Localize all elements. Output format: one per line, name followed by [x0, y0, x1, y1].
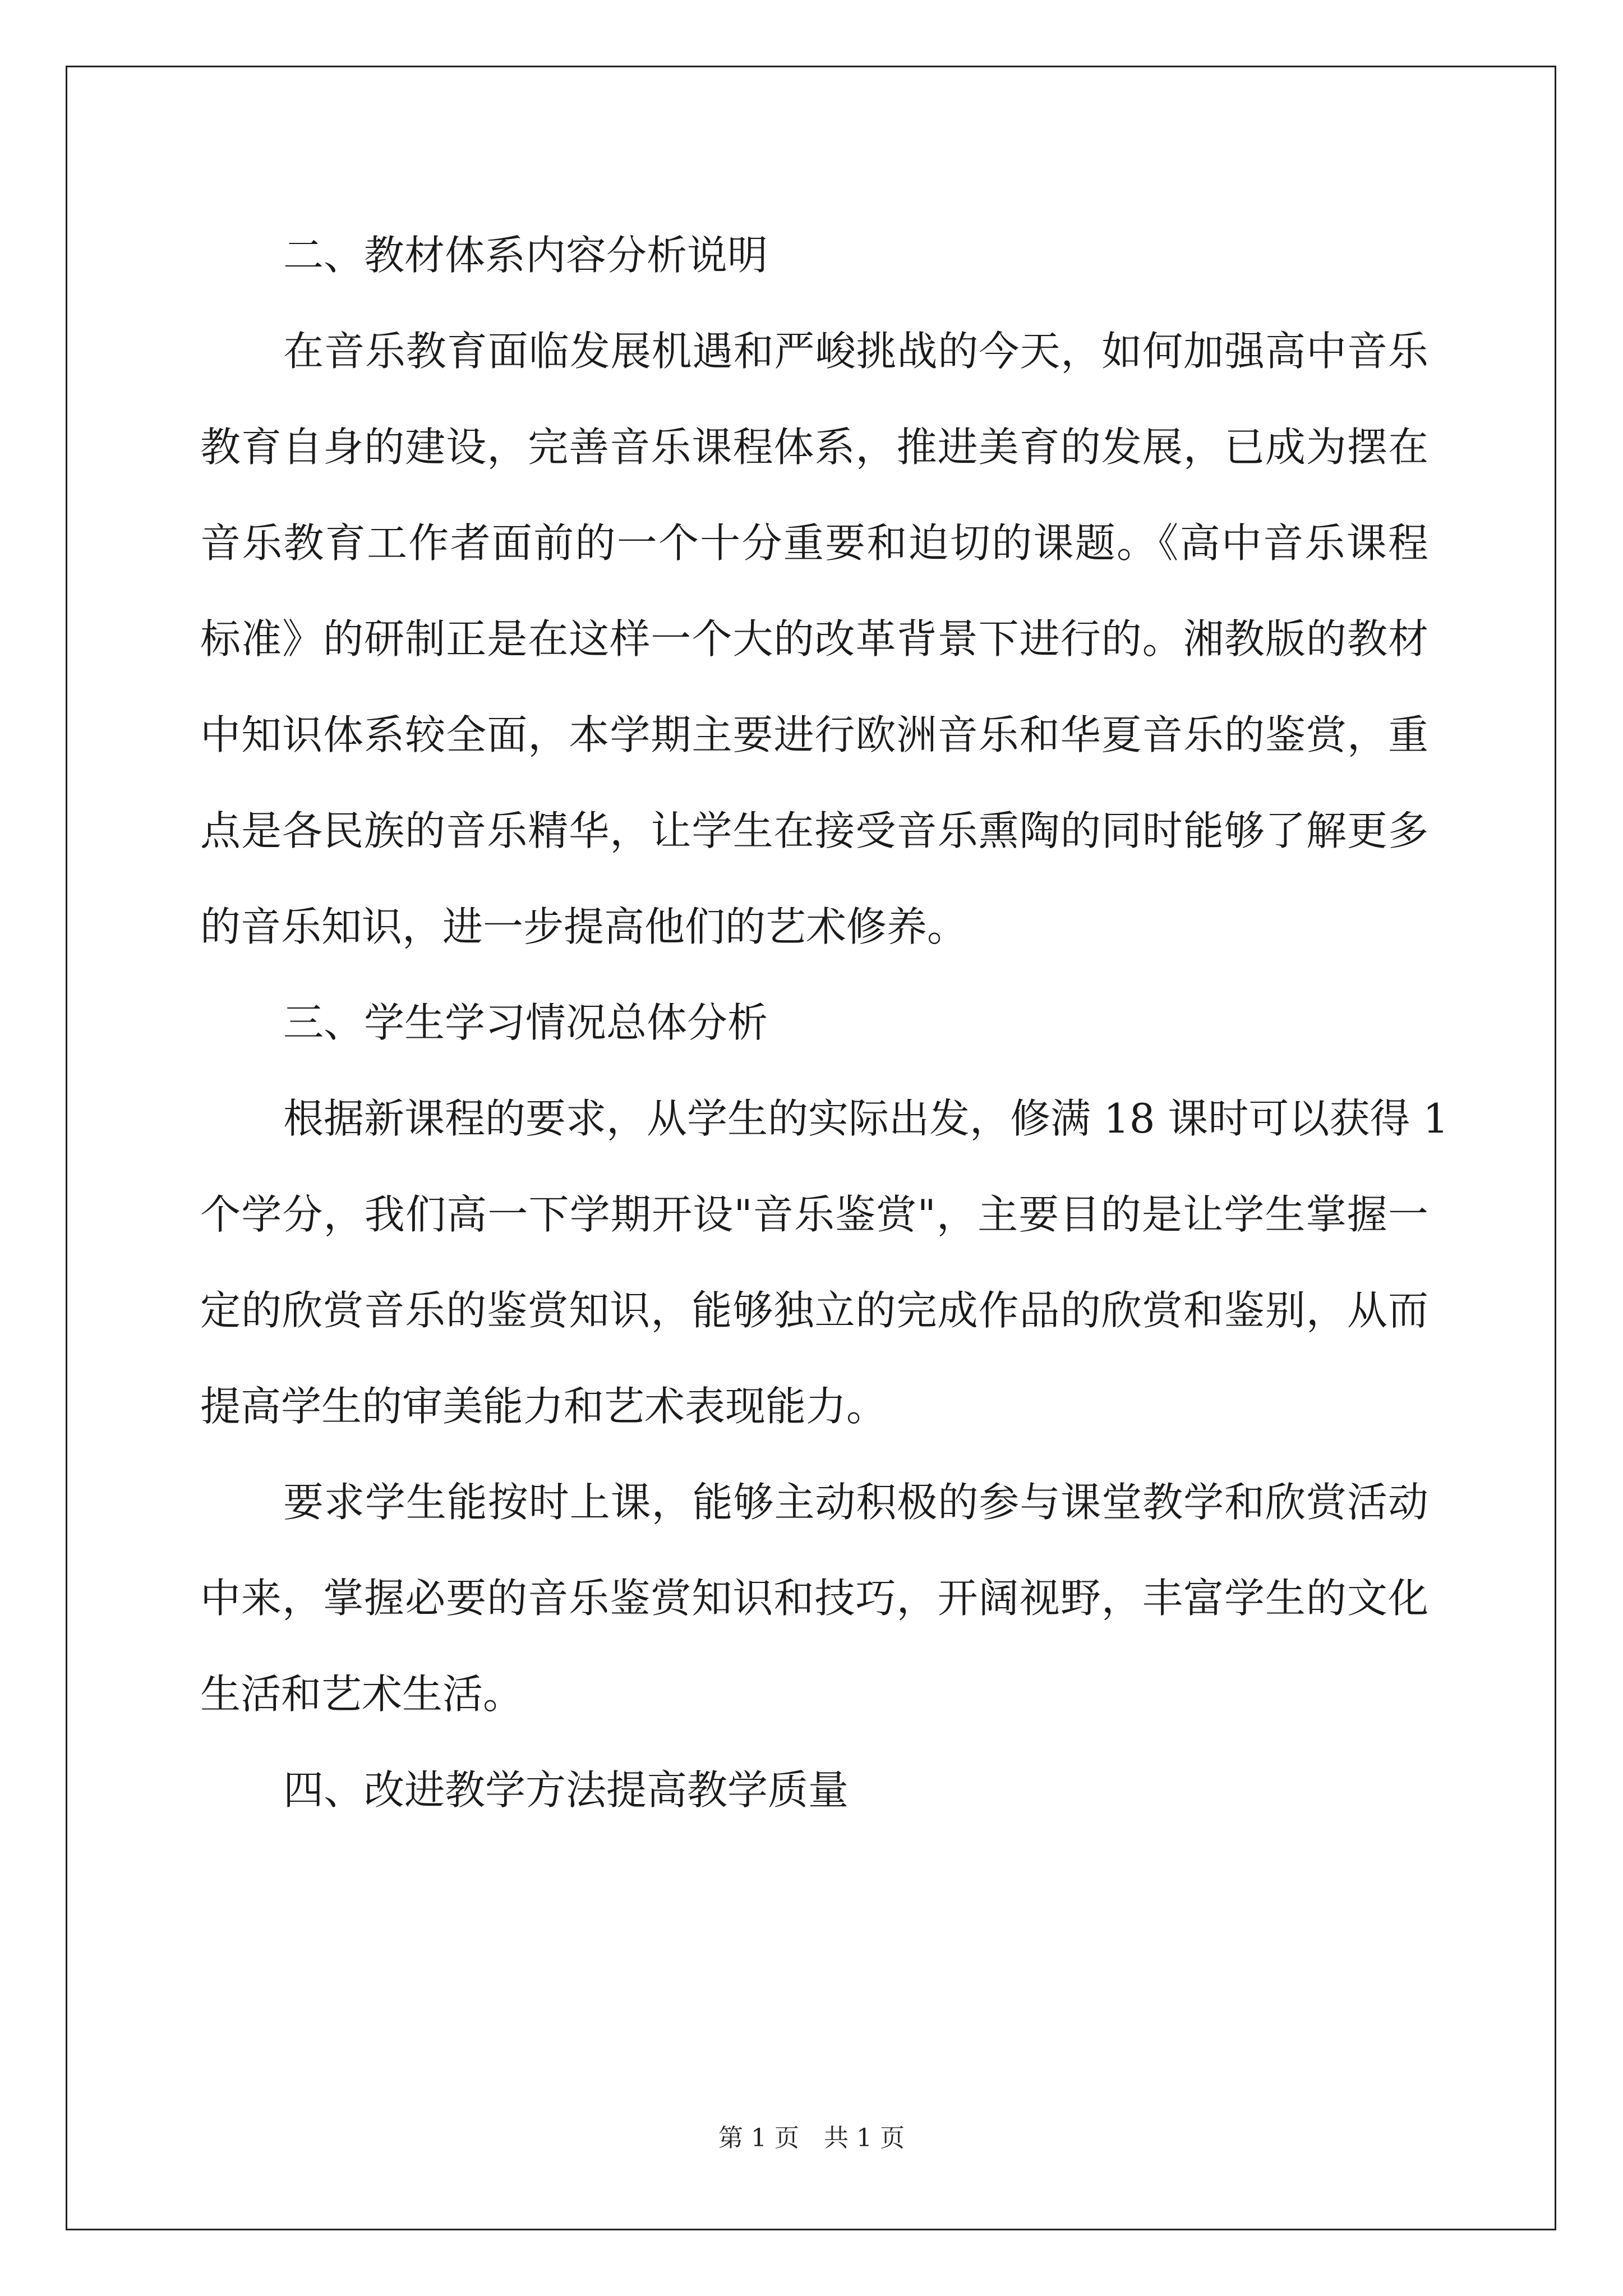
- paragraph-1-line-4: 标准》的研制正是在这样一个大的改革背景下进行的。湘教版的教材: [200, 615, 1428, 662]
- paragraph-3-line-3: 生活和艺术生活。: [200, 1671, 524, 1718]
- paragraph-1-line-3: 音乐教育工作者面前的一个十分重要和迫切的课题。《高中音乐课程: [200, 519, 1428, 567]
- paragraph-2-line-3: 定的欣赏音乐的鉴赏知识，能够独立的完成作品的欣赏和鉴别，从而: [200, 1287, 1428, 1334]
- paragraph-1-line-6: 点是各民族的音乐精华，让学生在接受音乐熏陶的同时能够了解更多: [200, 807, 1428, 854]
- paragraph-1-line-5: 中知识体系较全面，本学期主要进行欧洲音乐和华夏音乐的鉴赏，重: [200, 711, 1428, 758]
- paragraph-2-line-1: 根据新课程的要求，从学生的实际出发，修满 18 课时可以获得 1: [283, 1095, 1449, 1142]
- paragraph-2-line-2: 个学分，我们高一下学期开设"音乐鉴赏"，主要目的是让学生掌握一: [200, 1191, 1428, 1238]
- page-footer: 第 1 页 共 1 页: [718, 2124, 905, 2152]
- paragraph-3-line-2: 中来，掌握必要的音乐鉴赏知识和技巧，开阔视野，丰富学生的文化: [200, 1575, 1428, 1622]
- paragraph-1-line-1: 在音乐教育面临发展机遇和严峻挑战的今天，如何加强高中音乐: [283, 328, 1428, 375]
- paragraph-3-line-1: 要求学生能按时上课，能够主动积极的参与课堂教学和欣赏活动: [283, 1479, 1428, 1526]
- paragraph-1-line-7: 的音乐知识，进一步提高他们的艺术修养。: [200, 903, 968, 950]
- section-heading-3: 三、学生学习情况总体分析: [283, 999, 768, 1046]
- document-body: [200, 208, 1449, 1838]
- section-heading-2: 二、教材体系内容分析说明: [283, 232, 768, 279]
- paragraph-2-line-4: 提高学生的审美能力和艺术表现能力。: [200, 1383, 887, 1430]
- section-heading-4: 四、改进教学方法提高教学质量: [283, 1766, 849, 1814]
- paragraph-1-line-2: 教育自身的建设，完善音乐课程体系，推进美育的发展，已成为摆在: [200, 424, 1428, 471]
